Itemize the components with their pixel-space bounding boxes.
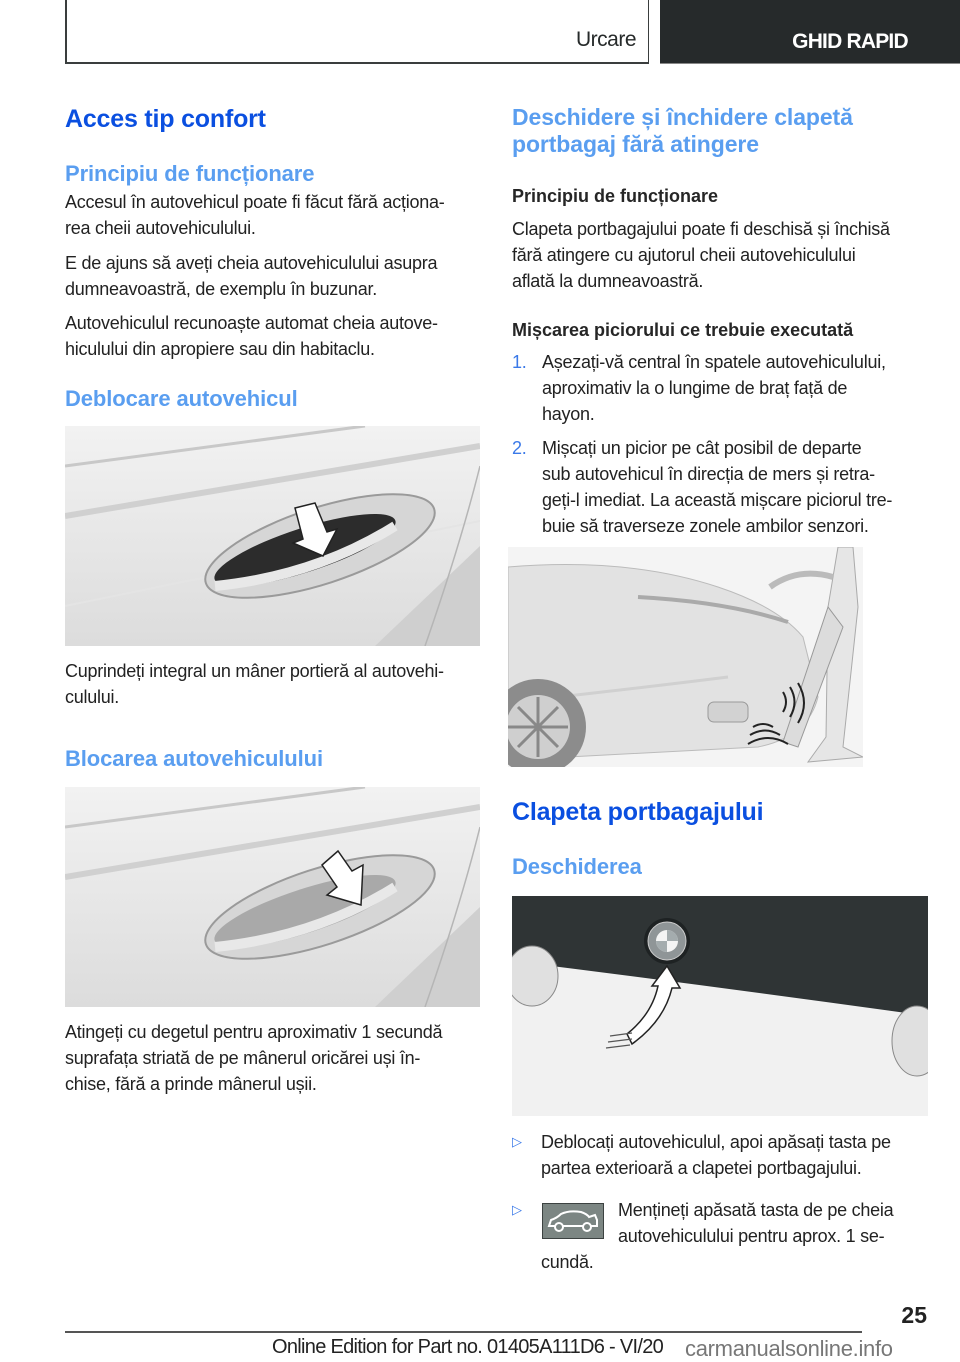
list-item: ▷ Deblocați autovehiculul, apoi apăsați tasta pe partea exterioară a clapetei portbagajului.: [512, 1129, 891, 1181]
triangle-bullet-icon: ▷: [512, 1202, 522, 1217]
heading-lock: Blocarea autovehiculului: [65, 746, 324, 771]
car-trunk-key-icon: [542, 1203, 604, 1239]
heading-principle-right: Principiu de funcționare: [512, 186, 719, 206]
section-tab-label: Urcare: [575, 28, 636, 51]
heading-principle-left: Principiu de funcționare: [65, 161, 315, 186]
foot-gesture-under-bumper-illustration: [508, 547, 863, 767]
door-handle-grip-illustration: [65, 426, 480, 646]
edition-text: Online Edition for Part no. 01405A111D6 - VI/20: [272, 1336, 664, 1358]
heading-handsfree-tailgate: Deschidere și închidere clapetă portbagaj fără atingere: [512, 104, 853, 157]
heading-unlock: Deblocare autovehicul: [65, 386, 298, 411]
caption-lock: Atingeți cu degetul pentru aproximativ 1 secundă suprafața striată de pe mânerul oricărei uși în- chise, fără a prinde mânerul ușii.: [65, 1022, 443, 1094]
triangle-bullet-icon: ▷: [512, 1134, 522, 1149]
guide-tab-label: GHID RAPID: [792, 30, 908, 53]
list-item: 1. Așezați-vă central în spatele autovehiculului, aproximativ la o lungime de braț față de hayon.: [512, 352, 886, 424]
paragraph: Accesul în autovehicul poate fi făcut fără acționa- rea cheii autovehiculului.: [65, 192, 445, 238]
caption-unlock: Cuprindeți integral un mâner portieră al autovehi- culului.: [65, 661, 444, 707]
list-item: ▷ Mențineți apăsată tasta de pe cheia autovehiculului pentru aprox. 1 se- cundă.: [512, 1197, 932, 1275]
page-title: Acces tip confort: [65, 105, 266, 133]
page-number: 25: [901, 1302, 927, 1328]
paragraph: E de ajuns să aveți cheia autovehiculului asupra dumneavoastră, de exemplu în buzunar.: [65, 253, 438, 299]
paragraph: Autovehiculul recunoaște automat cheia autove- hiculului din apropiere sau din habitaclu.: [65, 313, 438, 359]
guide-tab: [660, 0, 960, 64]
list-item: 2. Mișcați un picior pe cât posibil de departe sub autovehicul în direcția de mers și retra- geți-l imediat. La această mișcare piciorul tre- buie să traverseze zonele ambilor senzori.: [512, 438, 893, 536]
heading-foot-movement: Mișcarea piciorului ce trebuie executată: [512, 320, 854, 340]
paragraph: Clapeta portbagajului poate fi deschisă și închisă fără atingere cu ajutorul cheii autovehiculului aflată la dumneavoastră.: [512, 219, 890, 291]
section-tab: [65, 0, 649, 64]
tailgate-button-illustration: [512, 896, 928, 1116]
footer-divider: [65, 1331, 862, 1333]
heading-opening: Deschiderea: [512, 854, 642, 879]
watermark: carmanualsonline.info: [685, 1336, 893, 1361]
step-list: [512, 349, 892, 539]
door-handle-touch-illustration: [65, 787, 480, 1007]
heading-tailgate: Clapeta portbagajului: [512, 798, 764, 826]
